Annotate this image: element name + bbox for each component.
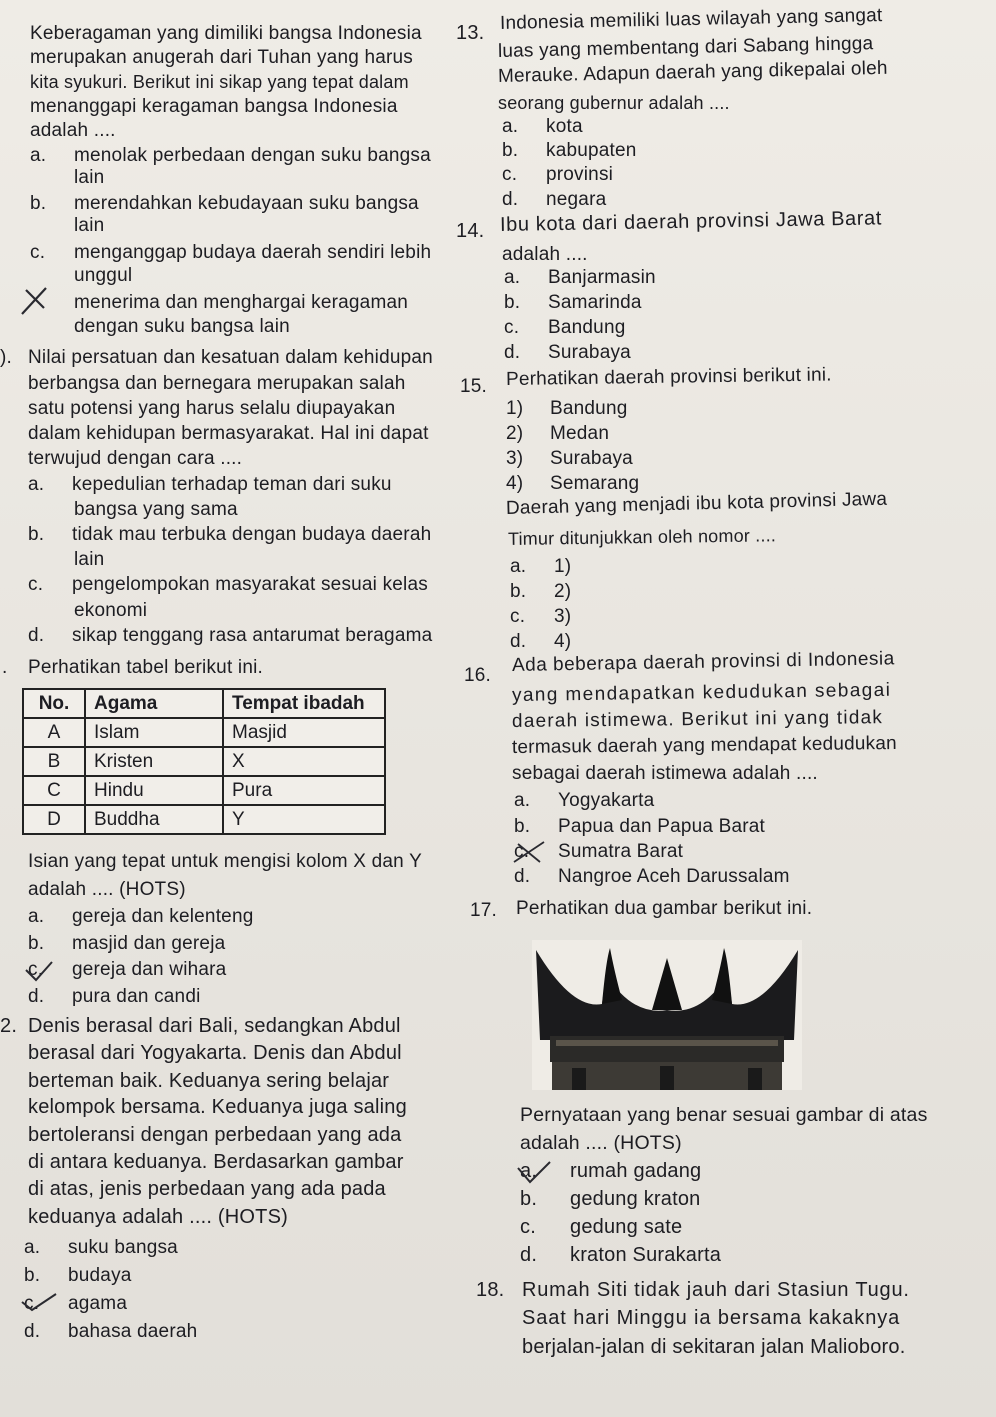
q10-option-c-cont: ekonomi [74, 600, 148, 621]
option-letter: d. [510, 631, 527, 652]
option-letter: a. [504, 267, 521, 288]
option-letter: a. [28, 906, 45, 927]
q16-line-1: Ada beberapa daerah provinsi di Indonesia [511, 648, 895, 676]
q13-option-a[interactable] [502, 115, 583, 139]
q16-option-a[interactable] [514, 789, 654, 813]
q15-after-1: Daerah yang menjadi ibu kota provinsi Jawa [505, 488, 888, 519]
q10-number: ). [0, 347, 13, 368]
q18-line-2: Saat hari Minggu ia bersama kakaknya [522, 1307, 901, 1329]
option-letter: b. [510, 581, 527, 602]
q14-option-a[interactable] [504, 266, 656, 290]
q10-option-b[interactable] [28, 523, 431, 547]
q9-option-a-cont: lain [74, 167, 105, 188]
q13-line-3: Merauke. Adapun daerah yang dikepalai oleh [497, 57, 888, 87]
q13-option-c[interactable] [502, 163, 613, 187]
q11-option-a[interactable] [28, 905, 253, 929]
option-letter: c. [30, 242, 46, 263]
q9-line-4: menanggapi keragaman bangsa Indonesia [30, 96, 398, 117]
q15-option-b[interactable] [510, 580, 571, 604]
option-text: rumah gadang [570, 1160, 702, 1182]
option-letter: a. [28, 474, 45, 495]
q12-line-2: berasal dari Yogyakarta. Denis dan Abdul [28, 1042, 402, 1064]
option-text: negara [546, 189, 607, 210]
q12-option-b[interactable] [24, 1264, 132, 1288]
option-letter: b. [28, 524, 45, 545]
q10-option-d[interactable] [28, 624, 432, 648]
option-letter: d. [504, 342, 521, 363]
option-text: Nangroe Aceh Darussalam [558, 866, 790, 887]
option-text: gereja dan kelenteng [72, 906, 254, 927]
option-text: pura dan candi [72, 986, 201, 1007]
q13-number: 13. [456, 22, 485, 44]
q10-line-5: terwujud dengan cara .... [28, 448, 243, 469]
q18-line-1: Rumah Siti tidak jauh dari Stasiun Tugu. [522, 1279, 910, 1301]
option-text: budaya [68, 1265, 132, 1286]
q14-line-1: Ibu kota dari daerah provinsi Jawa Barat [499, 207, 883, 236]
option-letter: a. [30, 145, 47, 166]
option-text: gereja dan wihara [72, 959, 227, 980]
table-row [23, 747, 385, 776]
option-text: provinsi [546, 164, 614, 185]
answer-cross-mark [16, 284, 56, 320]
list-text: Surabaya [550, 448, 633, 469]
q10-line-1: Nilai persatuan dan kesatuan dalam kehidupan [28, 347, 433, 368]
q9-option-c[interactable] [30, 241, 431, 265]
q12-line-3: berteman baik. Keduanya sering belajar [28, 1070, 390, 1092]
table-cell: C [23, 776, 85, 805]
q10-line-2: berbangsa dan bernegara merupakan salah [28, 373, 406, 394]
option-text: Papua dan Papua Barat [558, 816, 766, 837]
q10-line-3: satu potensi yang harus selalu diupayakan [28, 398, 396, 419]
q15-option-a[interactable] [510, 555, 571, 579]
list-text: Semarang [550, 473, 640, 494]
option-text: Bandung [548, 317, 626, 338]
q10-option-b-cont: lain [74, 549, 105, 570]
option-letter: c. [24, 1293, 40, 1314]
option-letter: c. [28, 574, 44, 595]
q14-option-b[interactable] [504, 291, 642, 315]
q16-option-d[interactable] [514, 865, 790, 889]
option-letter: b. [502, 140, 519, 161]
table-cell: X [223, 747, 385, 776]
q17-number: 17. [470, 900, 498, 921]
q9-option-c-cont: unggul [74, 265, 133, 286]
list-number: 3) [506, 448, 524, 469]
option-text: 2) [554, 581, 572, 602]
q9-option-b-cont: lain [74, 215, 105, 236]
table-cell: Kristen [85, 747, 223, 776]
option-letter: a. [502, 116, 519, 137]
q16-line-3: daerah istimewa. Berikut ini yang tidak [511, 707, 884, 732]
option-letter: b. [28, 933, 45, 954]
q11-option-c[interactable] [28, 958, 226, 982]
option-letter: c. [520, 1216, 536, 1238]
q9-option-d-cont: dengan suku bangsa lain [74, 316, 290, 337]
option-text: menerima dan menghargai keragaman [74, 292, 409, 313]
q15-number: 15. [460, 376, 488, 397]
option-text: masjid dan gereja [72, 933, 226, 954]
q11-option-d[interactable] [28, 985, 201, 1009]
option-text: bahasa daerah [68, 1321, 198, 1342]
q12-line-4: kelompok bersama. Keduanya juga saling [28, 1096, 407, 1118]
q16-line-4: termasuk daerah yang mendapat kedudukan [511, 732, 897, 758]
table-header: No. [23, 689, 85, 718]
option-text: kraton Surakarta [570, 1244, 722, 1266]
q13-line-1: Indonesia memiliki luas wilayah yang sangat [499, 4, 883, 34]
q13-line-4: seorang gubernur adalah .... [498, 93, 730, 113]
list-text: Bandung [550, 398, 628, 419]
option-letter: c. [504, 317, 520, 338]
table-header: Tempat ibadah [223, 689, 385, 718]
q16-line-2: yang mendapatkan kedudukan sebagai [511, 679, 892, 706]
q9-line-2: merupakan anugerah dari Tuhan yang harus [30, 47, 413, 68]
option-text: tidak mau terbuka dengan budaya daerah [72, 524, 432, 545]
table-cell: Hindu [85, 776, 223, 805]
q12-line-5: bertoleransi dengan perbedaan yang ada [28, 1124, 402, 1146]
answer-check-mark [22, 958, 56, 984]
rumah-gadang-image [532, 940, 802, 1090]
q15-list-1 [506, 397, 627, 421]
option-text: pengelompokan masyarakat sesuai kelas [72, 574, 428, 595]
option-text: Samarinda [548, 292, 642, 313]
option-letter: d. [514, 866, 531, 887]
q17-intro: Perhatikan dua gambar berikut ini. [516, 898, 813, 919]
option-text: sikap tenggang rasa antarumat beragama [72, 625, 433, 646]
option-text: Yogyakarta [558, 790, 655, 811]
q9-option-a[interactable] [30, 144, 431, 168]
table-row [23, 805, 385, 834]
table-row [23, 776, 385, 805]
q13-option-b[interactable] [502, 139, 637, 163]
list-number: 4) [506, 473, 524, 494]
q12-line-1: Denis berasal dari Bali, sedangkan Abdul [28, 1015, 401, 1037]
answer-check-mark [514, 1158, 554, 1188]
option-text: 1) [554, 556, 572, 577]
option-letter: c. [502, 164, 518, 185]
q12-number: 2. [0, 1015, 18, 1037]
option-text: menganggap budaya daerah sendiri lebih [74, 242, 432, 263]
q13-line-2: luas yang membentang dari Sabang hingga [497, 33, 874, 62]
q16-option-b[interactable] [514, 815, 765, 839]
option-letter: c. [510, 606, 526, 627]
q9-line-1: Keberagaman yang dimiliki bangsa Indonesia [30, 23, 422, 44]
q15-list-2 [506, 422, 609, 446]
q12-line-6: di antara keduanya. Berdasarkan gambar [28, 1151, 404, 1173]
q16-number: 16. [464, 665, 492, 686]
table-row [23, 718, 385, 747]
table-cell: A [23, 718, 85, 747]
q10-option-c[interactable] [28, 573, 428, 597]
q15-intro: Perhatikan daerah provinsi berikut ini. [505, 364, 832, 390]
q12-option-a[interactable] [24, 1236, 178, 1260]
option-text: agama [68, 1293, 128, 1314]
option-text: gedung sate [570, 1216, 683, 1238]
option-letter: d. [28, 986, 45, 1007]
q15-option-c[interactable] [510, 605, 571, 629]
table-cell: Buddha [85, 805, 223, 834]
option-letter: b. [514, 816, 531, 837]
option-text: menolak perbedaan dengan suku bangsa [74, 145, 431, 166]
option-letter: a. [514, 790, 531, 811]
table-cell: B [23, 747, 85, 776]
q9-line-5: adalah .... [30, 120, 116, 141]
q10-option-a[interactable] [28, 473, 392, 497]
q14-number: 14. [456, 220, 485, 242]
q11-after-2: adalah .... (HOTS) [28, 879, 186, 900]
q16-line-5: sebagai daerah istimewa adalah .... [512, 763, 818, 784]
q18-number: 18. [476, 1279, 505, 1301]
option-letter: b. [24, 1265, 41, 1286]
q12-line-7: di atas, jenis perbedaan yang ada pada [28, 1178, 386, 1200]
option-text: 3) [554, 606, 572, 627]
q15-after-2: Timur ditunjukkan oleh nomor .... [507, 525, 777, 549]
table-cell: Y [223, 805, 385, 834]
answer-check-mark [18, 1290, 60, 1314]
table-cell: D [23, 805, 85, 834]
religion-table [22, 688, 386, 835]
q15-option-d[interactable] [510, 630, 571, 654]
q17-after-1: Pernyataan yang benar sesuai gambar di atas [520, 1104, 928, 1126]
q9-option-b[interactable] [30, 192, 419, 216]
q13-option-d[interactable] [502, 188, 606, 212]
option-text: merendahkan kebudayaan suku bangsa [74, 193, 419, 214]
q17-after-2: adalah .... (HOTS) [520, 1132, 682, 1154]
option-letter: b. [30, 193, 47, 214]
table-header: Agama [85, 689, 223, 718]
q14-line-2: adalah .... [502, 244, 588, 265]
q14-option-c[interactable] [504, 316, 625, 340]
option-text: suku bangsa [68, 1237, 178, 1258]
option-text: kabupaten [546, 140, 637, 161]
option-text: kota [546, 116, 583, 137]
q9-line-3: kita syukuri. Berikut ini sikap yang tepat dalam [30, 72, 409, 92]
option-letter: a. [510, 556, 527, 577]
q11-option-b[interactable] [28, 932, 225, 956]
q18-line-3: berjalan-jalan di sekitaran jalan Malioboro. [522, 1336, 906, 1358]
table-cell: Masjid [223, 718, 385, 747]
option-letter: c. [514, 841, 530, 862]
q11-intro: Perhatikan tabel berikut ini. [28, 657, 263, 678]
q17-option-b[interactable] [520, 1187, 700, 1211]
list-number: 2) [506, 423, 524, 444]
q9-option-d[interactable] [30, 291, 408, 315]
q14-option-d[interactable] [504, 341, 631, 365]
option-letter: d. [502, 189, 519, 210]
table-cell: Pura [223, 776, 385, 805]
option-text: kepedulian terhadap teman dari suku [72, 474, 392, 495]
table-cell: Islam [85, 718, 223, 747]
list-number: 1) [506, 398, 524, 419]
option-text: 4) [554, 631, 572, 652]
option-text: Banjarmasin [548, 267, 656, 288]
list-text: Medan [550, 423, 610, 444]
option-letter: d. [28, 625, 45, 646]
option-text: gedung kraton [570, 1188, 701, 1210]
option-letter: c. [28, 959, 44, 980]
q10-option-a-cont: bangsa yang sama [74, 499, 238, 520]
option-letter: a. [520, 1160, 538, 1182]
q12-option-d[interactable] [24, 1320, 197, 1344]
q15-list-3 [506, 447, 633, 471]
option-text: Surabaya [548, 342, 631, 363]
option-text: Sumatra Barat [558, 841, 684, 862]
option-letter: d. [520, 1244, 538, 1266]
q12-line-8: keduanya adalah .... (HOTS) [28, 1206, 288, 1228]
q11-number: . [2, 657, 8, 678]
q17-option-d[interactable] [520, 1243, 721, 1267]
table-header-row [23, 689, 385, 718]
answer-cross-mark [508, 838, 550, 866]
option-letter: a. [24, 1237, 41, 1258]
q17-option-c[interactable] [520, 1215, 682, 1239]
option-letter: b. [520, 1188, 538, 1210]
option-letter: d. [24, 1321, 41, 1342]
q11-after-1: Isian yang tepat untuk mengisi kolom X dan Y [28, 851, 422, 872]
q10-line-4: dalam kehidupan bermasyarakat. Hal ini dapat [28, 423, 429, 444]
q15-list-4 [506, 472, 639, 496]
option-letter: b. [504, 292, 521, 313]
